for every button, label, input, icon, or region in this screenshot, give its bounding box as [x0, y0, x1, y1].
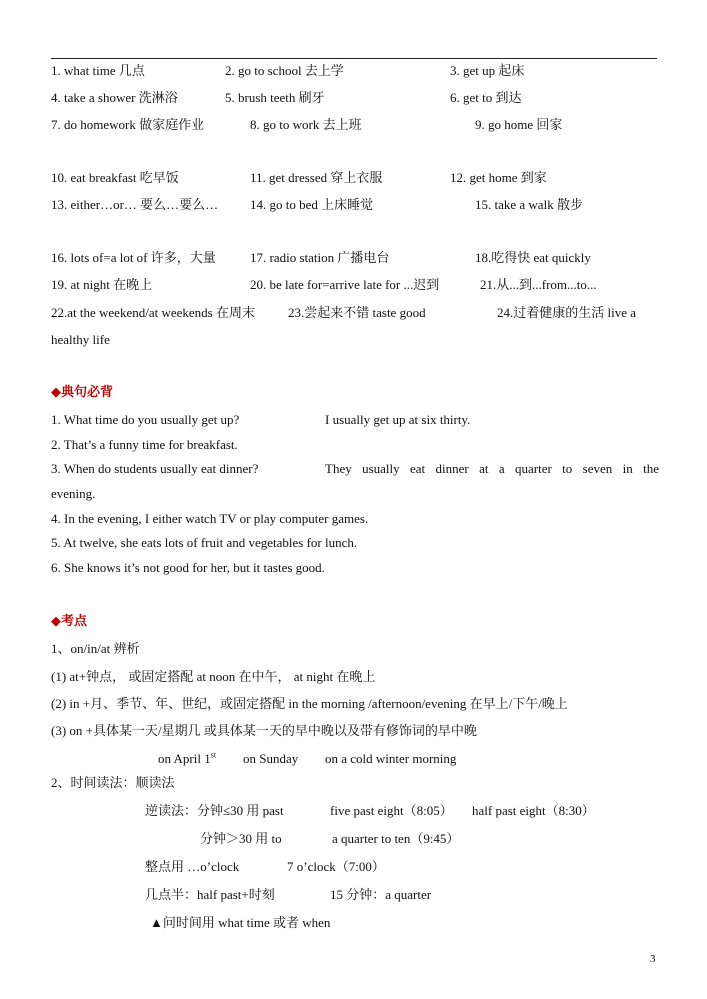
superscript: st: [210, 750, 217, 760]
example-text: on April 1: [158, 751, 211, 766]
example-on-cold-morning: on a cold winter morning: [325, 751, 457, 766]
vocab-item: 7. do homework 做家庭作业: [51, 117, 205, 132]
vocab-item: 3. get up 起床: [450, 63, 525, 78]
sentence: 2. That’s a funny time for breakfast.: [51, 437, 238, 452]
vocab-item: 14. go to bed 上床睡觉: [250, 197, 374, 212]
point: 1、on/in/at 辨析: [51, 641, 140, 656]
diamond-bullet-icon: ◆: [51, 613, 61, 628]
vocab-item: 4. take a shower 洗淋浴: [51, 90, 178, 105]
vocab-item: 11. get dressed 穿上衣服: [250, 170, 383, 185]
page-number: 3: [650, 953, 656, 965]
vocab-item: 12. get home 到家: [450, 170, 547, 185]
vocab-item: 15. take a walk 散步: [475, 197, 583, 212]
vocab-item: 21.从...到...from...to...: [480, 277, 597, 292]
sentence: 1. What time do you usually get up?: [51, 412, 240, 427]
point-item: (3) on +具体某一天/星期几 或具体某一天的早中晚以及带有修饰词的早中晚: [51, 723, 477, 738]
rule-example: 7 o’clock（7:00）: [287, 859, 385, 874]
point-item: (1) at+钟点， 或固定搭配 at noon 在中午， at night 在晚上: [51, 669, 376, 684]
header-rule: [51, 58, 657, 59]
rule-example: five past eight（8:05）: [330, 803, 453, 818]
rule-example: 15 分钟：a quarter: [330, 887, 432, 902]
vocab-item: 23.尝起来不错 taste good: [288, 305, 426, 320]
vocab-item: 24.过着健康的生活 live a: [497, 305, 637, 320]
sentence-answer: They usually eat dinner at a quarter to seven in the: [325, 461, 659, 476]
vocab-item: 8. go to work 去上班: [250, 117, 362, 132]
sentence-answer: I usually get up at six thirty.: [325, 412, 471, 427]
vocab-item: 5. brush teeth 刷牙: [225, 90, 325, 105]
vocab-item: 20. be late for=arrive late for ...迟到: [250, 277, 440, 292]
section-heading-points: [51, 613, 87, 629]
example-on-sunday: on Sunday: [243, 751, 299, 766]
rule-example: a quarter to ten（9:45）: [332, 831, 460, 846]
point-item: (2) in +月、季节、年、世纪，或固定搭配 in the morning /afternoon/evening 在早上/下午/晚上: [51, 696, 568, 711]
rule-label: 几点半：half past+时刻: [145, 887, 275, 902]
sentence: 6. She knows it’s not good for her, but it tastes good.: [51, 560, 325, 575]
section-heading-sentences: [51, 384, 113, 400]
vocab-item: 18.吃得快 eat quickly: [475, 250, 591, 265]
rule-example: half past eight（8:30）: [472, 803, 595, 818]
diamond-bullet-icon: ◆: [51, 384, 61, 399]
vocab-item: 1. what time 几点: [51, 63, 145, 78]
heading-text: 典句必背: [61, 384, 114, 399]
vocab-item: 9. go home 回家: [475, 117, 563, 132]
vocab-item: 22.at the weekend/at weekends 在周末: [51, 305, 255, 320]
vocab-item: healthy life: [51, 332, 110, 347]
vocab-item: 2. go to school 去上学: [225, 63, 344, 78]
rule-note: ▲问时间用 what time 或者 when: [150, 915, 331, 930]
vocab-item: 17. radio station 广播电台: [250, 250, 390, 265]
vocab-item: 19. at night 在晚上: [51, 277, 153, 292]
sentence: 4. In the evening, I either watch TV or play computer games.: [51, 511, 369, 526]
example-on-april: [158, 751, 216, 767]
sentence: 5. At twelve, she eats lots of fruit and vegetables for lunch.: [51, 535, 358, 550]
vocab-item: 16. lots of=a lot of 许多，大量: [51, 250, 216, 265]
sentence: 3. When do students usually eat dinner?: [51, 461, 259, 476]
sentence-continuation: evening.: [51, 486, 96, 501]
point: 2、时间读法：顺读法: [51, 775, 175, 790]
vocab-item: 6. get to 到达: [450, 90, 522, 105]
rule-label: 分钟＞30 用 to: [200, 831, 282, 846]
vocab-item: 10. eat breakfast 吃早饭: [51, 170, 179, 185]
rule-label: 整点用 …o’clock: [145, 859, 240, 874]
vocab-item: 13. either…or… 要么…要么…: [51, 197, 219, 212]
rule-label: 逆读法：分钟≤30 用 past: [145, 803, 284, 818]
heading-text: 考点: [61, 613, 88, 628]
